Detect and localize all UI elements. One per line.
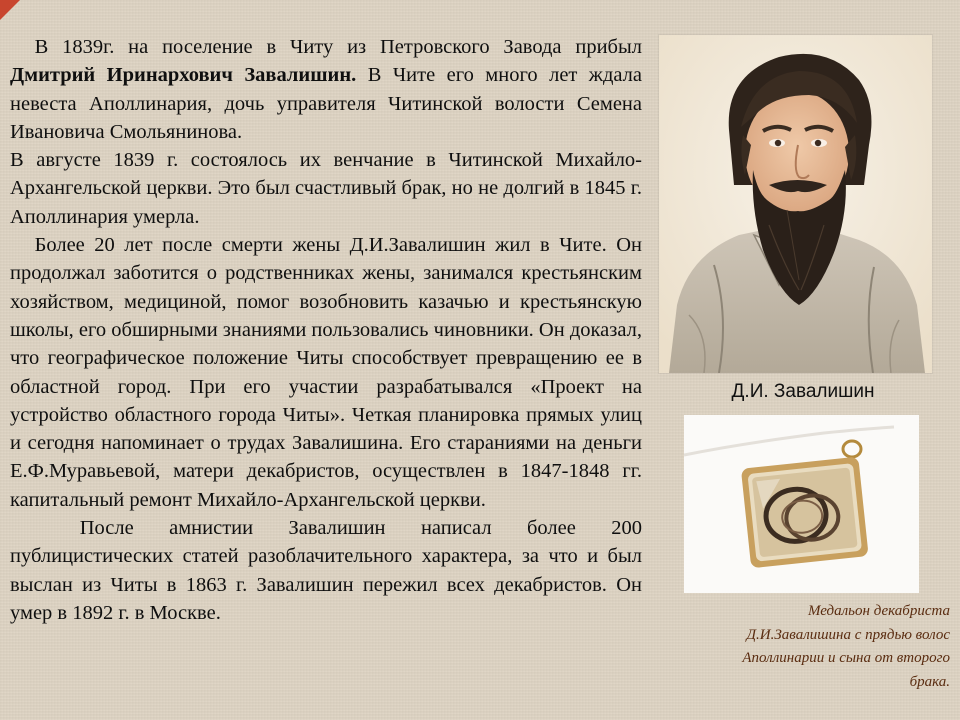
locket-caption-line-4: брака. [909,673,950,690]
paragraph-3: Более 20 лет после смерти жены Д.И.Завалишин жил в Чите. Он продолжал заботится о родственниках жены, занимался крестьянским хозяйством, медициной, помог возобновить казачью и крестьянскую школы, его обширными знаниями пользовались чиновники. Он доказал, что географическое положение Читы способствует превращению ее в областной город. При его участии разрабатывался «Проект на устройство областного города Читы». Четкая планировка прямых улиц и сегодня напоминает о трудах Завалишина. Его стараниями на деньги Е.Ф.Муравьевой, матери декабристов, осуществлен в 1847-1848 гг. капитальный ремонт Михайло-Архангельской церкви. [10,234,642,511]
locket-illustration [684,415,919,593]
locket-caption-line-2: Д.И.Завалишина с прядью волос [746,626,950,643]
corner-accent-arrow [0,0,20,20]
paragraph-4: После амнистии Завалишин написал более 200 публицистических статей разоблачительного характера, за что и был выслан из Читы в 1863 г. Завалишин пережил всех декабристов. Он умер в 1892 г. в Москве. [10,517,642,624]
paragraph-1-text-a: В 1839г. на поселение в Читу из Петровского Завода прибыл [34,36,642,58]
portrait-image [659,35,932,373]
paragraph-1 [10,33,642,146]
locket-caption-line-1: Медальон декабриста [807,603,950,619]
locket-caption [660,600,950,694]
portrait-illustration [659,35,932,373]
paragraph-2: В августе 1839 г. состоялось их венчание в Читинской Михайло-Архангельской церкви. Это был счастливый брак, но не долгий в 1845 г. Аполлинария умерла. [10,149,642,228]
portrait-caption: Д.И. Завалишин [731,381,875,402]
paragraph-1-text-b: В Чите его много лет ждала невеста Аполлинария, дочь управителя Читинской волости Семена Ивановича Смольянинова. [10,64,643,143]
paragraph-1-name-bold: Дмитрий Иринархович Завалишин. [10,64,357,87]
main-text-block [10,33,642,627]
locket-caption-line-3: Аполлинарии и сына от второго [742,650,950,666]
locket-image [684,415,919,593]
